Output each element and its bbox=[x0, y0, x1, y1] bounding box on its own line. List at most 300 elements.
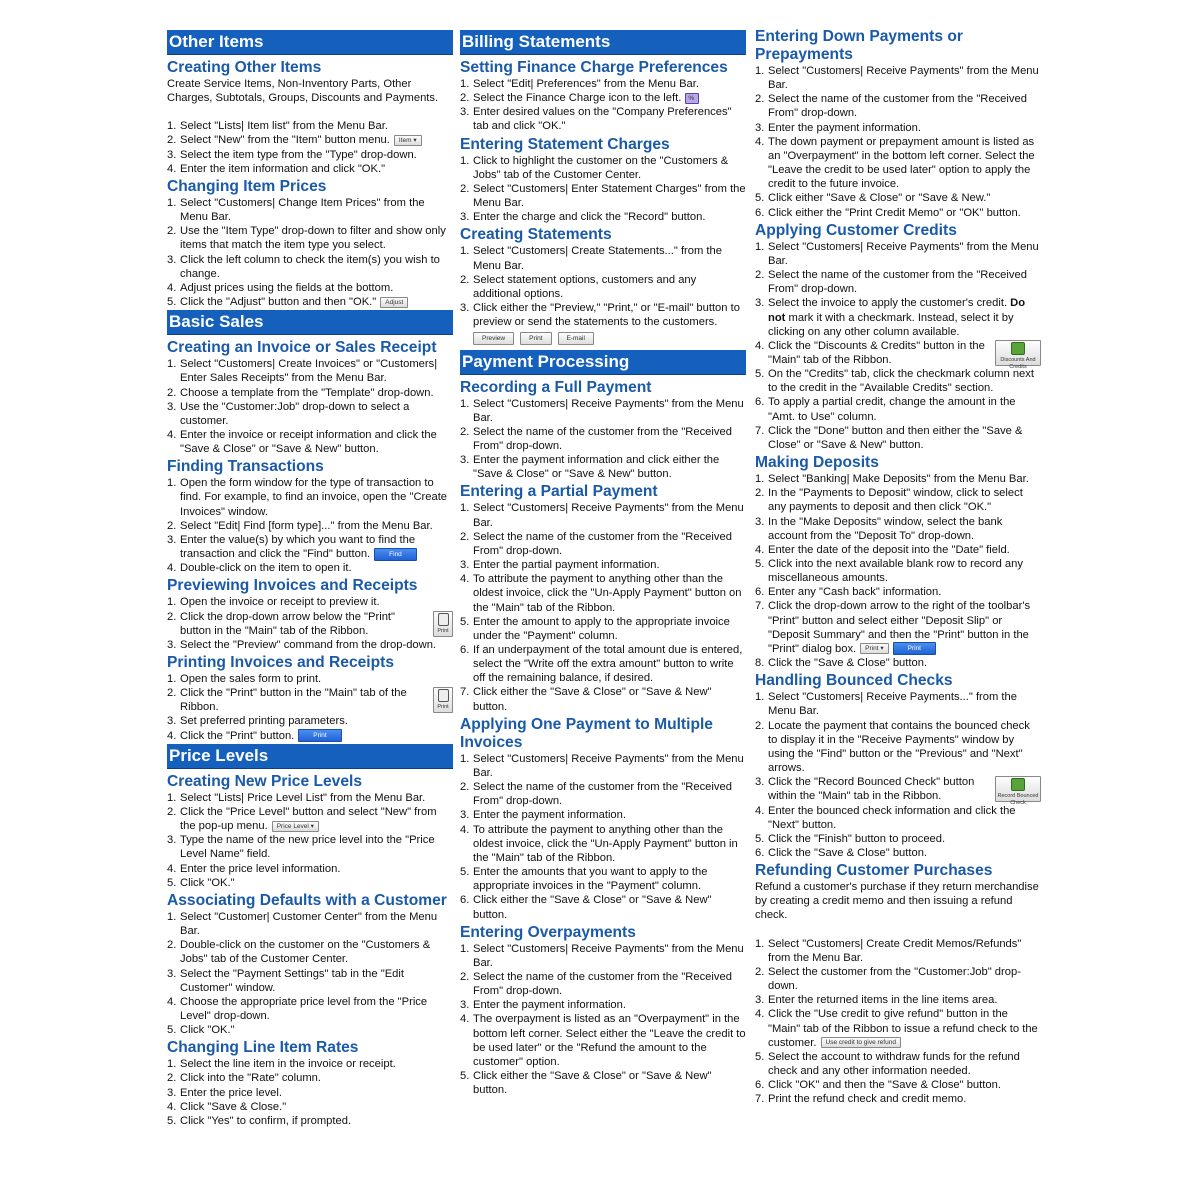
step-text: Select the name of the customer from the "Received From" drop-down. bbox=[768, 93, 1027, 120]
step-text: Enter the returned items in the line items area. bbox=[768, 994, 998, 1007]
step-text: Click the "Print" button in the "Main" tab of the Ribbon. bbox=[180, 687, 407, 714]
step-number: 4. bbox=[755, 543, 765, 556]
step-text: If an underpayment of the total amount due is entered, select the "Write off the extra amount" button to write off the remaining balance, if desired. bbox=[473, 644, 743, 685]
step-text: Click "Save & Close." bbox=[180, 1100, 287, 1113]
list-item bbox=[755, 1007, 1041, 1049]
list-item bbox=[167, 253, 453, 281]
use-credit-to-give-refund-button[interactable]: Use credit to give refund bbox=[821, 1037, 901, 1048]
step-number: 4. bbox=[460, 1013, 470, 1026]
step-number: 3. bbox=[460, 454, 470, 467]
subheading-associating-defaults-with-a-customer: Associating Defaults with a Customer bbox=[167, 891, 447, 909]
step-number: 3. bbox=[460, 559, 470, 572]
step-number: 5. bbox=[755, 368, 765, 381]
step-number: 3. bbox=[167, 533, 177, 546]
list-item bbox=[460, 942, 746, 970]
list-item bbox=[460, 501, 746, 529]
step-number: 4. bbox=[755, 135, 765, 148]
list-item bbox=[755, 296, 1041, 338]
step-text: Select "Customers| Enter Statement Charges" from the Menu Bar. bbox=[473, 182, 746, 210]
list-item bbox=[755, 543, 1041, 557]
step-number: 3. bbox=[460, 211, 470, 224]
step-text: Click either the "Preview," "Print," or "E-mail" button to preview or send the statements to the customers. bbox=[473, 302, 740, 329]
print-button[interactable]: Print bbox=[893, 642, 936, 655]
step-text: Select "Customers| Receive Payments" from the Menu Bar. bbox=[473, 502, 744, 529]
step-text: Enter the item information and click "OK." bbox=[180, 162, 386, 175]
step-number: 1. bbox=[167, 120, 177, 133]
step-text: Select "Customers| Change Item Prices" from the Menu Bar. bbox=[180, 196, 425, 224]
step-text: Enter the bounced check information and click the "Next" button. bbox=[768, 804, 1016, 831]
list-item bbox=[460, 808, 746, 822]
step-number: 1. bbox=[167, 1058, 177, 1071]
step-number: 4. bbox=[167, 162, 177, 175]
print-button[interactable]: Print bbox=[433, 611, 453, 637]
section-header-other-items: Other Items bbox=[167, 30, 453, 55]
step-text: Click the "Save & Close" button. bbox=[768, 657, 928, 670]
step-text: Double-click on the item to open it. bbox=[180, 562, 352, 575]
subheading-printing-invoices-and-receipts: Printing Invoices and Receipts bbox=[167, 654, 395, 671]
list-item bbox=[167, 400, 453, 428]
step-number: 4. bbox=[755, 1008, 765, 1021]
step-text: Choose a template from the "Template" drop-down. bbox=[180, 386, 434, 399]
step-text: Print the refund check and credit memo. bbox=[768, 1093, 967, 1106]
step-number: 8. bbox=[755, 657, 765, 670]
step-number: 5. bbox=[755, 1050, 765, 1063]
step-number: 2. bbox=[167, 687, 177, 700]
step-number: 4. bbox=[167, 862, 177, 875]
step-number: 3. bbox=[755, 297, 765, 310]
adjust-button[interactable]: Adjust bbox=[380, 297, 408, 308]
steps-list bbox=[755, 64, 1041, 220]
steps-list bbox=[460, 501, 746, 713]
list-item bbox=[167, 428, 453, 456]
step-number: 1. bbox=[167, 791, 177, 804]
step-number: 2. bbox=[755, 487, 765, 500]
list-item bbox=[755, 367, 1041, 395]
step-number: 1. bbox=[755, 65, 765, 77]
list-item bbox=[167, 1100, 453, 1114]
step-number: 6. bbox=[460, 894, 470, 907]
step-text: Select "Customer| Customer Center" from the Menu Bar. bbox=[180, 910, 438, 938]
list-item bbox=[167, 672, 453, 686]
step-number: 3. bbox=[460, 999, 470, 1012]
step-number: 3. bbox=[460, 106, 470, 119]
list-item bbox=[460, 301, 746, 329]
list-item bbox=[167, 686, 453, 714]
subheading-handling-bounced-checks: Handling Bounced Checks bbox=[755, 672, 953, 690]
subheading-refunding-customer-purchases: Refunding Customer Purchases bbox=[755, 862, 993, 880]
list-item bbox=[755, 121, 1041, 135]
step-text: Enter the partial payment information. bbox=[473, 559, 660, 572]
steps-list bbox=[167, 119, 453, 176]
list-item bbox=[755, 339, 1041, 370]
list-item bbox=[755, 191, 1041, 205]
step-text: Select statement options, customers and any additional options. bbox=[473, 273, 697, 300]
step-number: 3. bbox=[167, 1086, 177, 1099]
list-item bbox=[460, 530, 746, 558]
e-mail-button[interactable]: E-mail bbox=[558, 332, 594, 345]
list-item bbox=[755, 424, 1041, 452]
step-number: 2. bbox=[460, 273, 470, 286]
record-bounced-check-button[interactable]: Record Bounced Check bbox=[995, 776, 1041, 802]
step-number: 7. bbox=[755, 600, 765, 613]
list-item bbox=[755, 1092, 1041, 1106]
step-text: Select the name of the customer from the "Received From" drop-down. bbox=[473, 425, 732, 452]
steps-list bbox=[167, 910, 453, 1037]
preview-button[interactable]: Preview bbox=[473, 332, 514, 345]
step-text: Click either the "Save & Close" or "Save & New" button. bbox=[473, 894, 712, 921]
-button[interactable]: % bbox=[685, 93, 699, 104]
step-text: Select "Customers| Create Invoices" or "Customers| Enter Sales Receipts" from the Menu Bar. bbox=[180, 358, 438, 385]
step-number: 2. bbox=[167, 805, 177, 818]
list-item bbox=[755, 515, 1041, 543]
step-text: Select "Customers| Receive Payments" from the Menu Bar. bbox=[473, 397, 744, 424]
step-number: 3. bbox=[167, 400, 177, 413]
list-item bbox=[167, 162, 453, 176]
step-text: Click the "Price Level" button and select "New" from the pop-up menu. bbox=[180, 805, 437, 833]
price-level-button[interactable]: Price Level ▾ bbox=[272, 821, 319, 832]
list-item bbox=[755, 240, 1041, 268]
list-item bbox=[755, 719, 1041, 776]
step-text: Select "Customers| Create Statements..." from the Menu Bar. bbox=[473, 245, 722, 272]
step-number: 2. bbox=[167, 134, 177, 147]
step-number: 4. bbox=[167, 729, 177, 742]
list-item bbox=[755, 804, 1041, 832]
steps-list bbox=[460, 397, 746, 482]
print-button[interactable]: Print bbox=[433, 687, 453, 713]
item-button[interactable]: Item ▾ bbox=[394, 135, 422, 146]
step-number: 6. bbox=[755, 846, 765, 859]
list-item bbox=[167, 119, 453, 133]
step-text: Enter any "Cash back" information. bbox=[768, 586, 942, 599]
step-text: Click the left column to check the item(s) you wish to change. bbox=[180, 253, 440, 280]
step-number: 5. bbox=[167, 296, 177, 309]
step-text: Click the "Adjust" button and then "OK." bbox=[180, 296, 377, 309]
step-text: Select "Lists| Price Level List" from the Menu Bar. bbox=[180, 791, 426, 804]
step-number: 1. bbox=[460, 245, 470, 258]
step-text: Click the drop-down arrow to the right of the toolbar's "Print" button and select either "Deposit Slip" or "Deposit Summary" and then the "Print" button in the "Print" dialog box. bbox=[768, 600, 1031, 655]
step-number: 1. bbox=[167, 358, 177, 371]
subheading-creating-statements: Creating Statements bbox=[460, 226, 612, 244]
step-number: 4. bbox=[167, 995, 177, 1008]
list-item bbox=[167, 910, 453, 938]
step-text: Select the item type from the "Type" drop-down. bbox=[180, 148, 417, 161]
list-item bbox=[167, 1114, 453, 1128]
step-number: 2. bbox=[460, 182, 470, 195]
list-item bbox=[755, 206, 1041, 220]
step-number: 4. bbox=[460, 573, 470, 586]
step-number: 1. bbox=[167, 910, 177, 923]
step-text: Click the "Use credit to give refund" button in the "Main" tab of the Ribbon to issue a refund check to the customer. bbox=[768, 1008, 1038, 1049]
subheading-entering-statement-charges: Entering Statement Charges bbox=[460, 135, 670, 153]
list-item bbox=[755, 993, 1041, 1007]
steps-list bbox=[755, 937, 1041, 1107]
step-text: Adjust prices using the fields at the bottom. bbox=[180, 281, 394, 294]
step-number: 5. bbox=[755, 832, 765, 845]
step-text: Locate the payment that contains the bounced check to display it in the "Receive Payments" window by using the "Find" button or the "Previous" and "Next" arrows. bbox=[768, 719, 1030, 775]
step-number: 1. bbox=[460, 154, 470, 167]
step-text: Click "OK." bbox=[180, 1024, 235, 1037]
list-item bbox=[167, 561, 453, 575]
step-text: To attribute the payment to anything other than the oldest invoice, click the "Un-Apply Payment" button in the "Main" tab of the Ribbon. bbox=[473, 823, 738, 864]
spacer bbox=[755, 923, 1041, 937]
subheading-changing-item-prices: Changing Item Prices bbox=[167, 177, 327, 195]
list-item bbox=[167, 148, 453, 162]
step-number: 5. bbox=[167, 1024, 177, 1037]
step-text: Use the "Item Type" drop-down to filter and show only items that match the item type you select. bbox=[180, 225, 446, 252]
list-item bbox=[460, 1069, 746, 1097]
list-item bbox=[755, 64, 1041, 92]
list-item bbox=[167, 386, 453, 400]
list-item bbox=[460, 182, 746, 210]
step-text: Set preferred printing parameters. bbox=[180, 715, 348, 728]
list-item bbox=[167, 295, 453, 309]
steps-list bbox=[460, 154, 746, 225]
list-item bbox=[460, 615, 746, 643]
list-item bbox=[460, 154, 746, 182]
list-item bbox=[460, 425, 746, 453]
list-item bbox=[460, 893, 746, 921]
list-item bbox=[167, 638, 453, 652]
step-number: 2. bbox=[460, 425, 470, 438]
step-text: Click the "Finish" button to proceed. bbox=[768, 832, 946, 845]
emphasis-text: Do not bbox=[768, 297, 1026, 324]
step-number: 1. bbox=[755, 937, 765, 950]
section-header-billing-statements: Billing Statements bbox=[460, 30, 746, 55]
list-item bbox=[460, 244, 746, 272]
subheading-creating-an-invoice-or-sales-receipt: Creating an Invoice or Sales Receipt bbox=[167, 339, 437, 357]
step-text: Select the "Preview" command from the drop-down. bbox=[180, 638, 437, 651]
list-item bbox=[755, 775, 1041, 807]
step-text: Select "Customers| Receive Payments" from the Menu Bar. bbox=[473, 942, 744, 969]
step-text: Enter the charge and click the "Record" button. bbox=[473, 211, 706, 224]
step-text: Enter the date of the deposit into the "Date" field. bbox=[768, 543, 1010, 556]
step-text: Select the "Payment Settings" tab in the "Edit Customer" window. bbox=[180, 967, 404, 994]
step-number: 2. bbox=[167, 939, 177, 952]
subheading-applying-one-payment-to-multiple-invoices: Applying One Payment to Multiple Invoices bbox=[460, 715, 713, 751]
steps-list bbox=[460, 244, 746, 329]
subheading-entering-a-partial-payment: Entering a Partial Payment bbox=[460, 483, 658, 501]
step-text: On the "Credits" tab, click the checkmark column next to the credit in the "Available Credits" section. bbox=[768, 368, 1034, 395]
step-number: 1. bbox=[460, 397, 470, 410]
step-text: Enter the payment information. bbox=[473, 809, 626, 822]
subheading-applying-customer-credits: Applying Customer Credits bbox=[755, 221, 957, 239]
step-number: 3. bbox=[755, 994, 765, 1007]
subheading-creating-other-items: Creating Other Items bbox=[167, 59, 322, 76]
list-item bbox=[167, 595, 453, 609]
step-text: Select "Customers| Create Credit Memos/Refunds" from the Menu Bar. bbox=[768, 937, 1022, 964]
list-item bbox=[167, 610, 453, 638]
step-text: In the "Make Deposits" window, select the bank account from the "Deposit To" drop-down. bbox=[768, 515, 1003, 542]
steps-list bbox=[167, 357, 453, 456]
step-number: 3. bbox=[167, 253, 177, 266]
list-item bbox=[460, 780, 746, 808]
steps-list bbox=[460, 752, 746, 922]
list-item bbox=[167, 133, 453, 147]
step-number: 2. bbox=[167, 519, 177, 532]
step-text: Select "Banking| Make Deposits" from the Menu Bar. bbox=[768, 473, 1029, 486]
steps-list bbox=[167, 196, 453, 309]
step-number: 2. bbox=[755, 93, 765, 106]
step-number: 4. bbox=[167, 428, 177, 441]
list-item bbox=[167, 196, 453, 224]
step-number: 3. bbox=[167, 715, 177, 728]
list-item bbox=[460, 752, 746, 780]
steps-list bbox=[460, 942, 746, 1098]
step-text: Click the "Save & Close" button. bbox=[768, 846, 928, 859]
step-number: 2. bbox=[755, 269, 765, 282]
step-text: Select "Lists| Item list" from the Menu Bar. bbox=[180, 120, 388, 133]
description-text: Create Service Items, Non-Inventory Parts, Other Charges, Subtotals, Groups, Discounts and Payments. bbox=[167, 78, 439, 105]
list-item bbox=[460, 685, 746, 713]
steps-list bbox=[167, 791, 453, 890]
step-text: Enter the invoice or receipt information and click the "Save & Close" or "Save & New" button. bbox=[180, 428, 437, 456]
step-text: Select "Customers| Receive Payments" from the Menu Bar. bbox=[768, 65, 1039, 92]
step-number: 7. bbox=[755, 424, 765, 437]
step-text: Click the "Record Bounced Check" button within the "Main" tab in the Ribbon. bbox=[768, 776, 975, 803]
step-text: Click to highlight the customer on the "Customers & Jobs" tab of the Customer Center. bbox=[473, 154, 729, 181]
list-item bbox=[460, 210, 746, 224]
step-text: Open the sales form to print. bbox=[180, 673, 322, 685]
step-text: Click either the "Save & Close" or "Save & New" button. bbox=[473, 686, 712, 713]
list-item bbox=[167, 224, 453, 252]
step-number: 1. bbox=[167, 673, 177, 685]
step-text: Select the name of the customer from the "Received From" drop-down. bbox=[768, 269, 1027, 296]
list-item bbox=[460, 970, 746, 998]
spacer bbox=[167, 105, 453, 119]
list-item bbox=[167, 714, 453, 728]
step-text: Select "New" from the "Item" button menu. bbox=[180, 134, 390, 147]
step-text: Select the invoice to apply the customer's credit. bbox=[768, 297, 1011, 310]
step-text: Select the Finance Charge icon to the left. bbox=[473, 92, 682, 105]
steps-list bbox=[755, 240, 1041, 452]
step-number: 2. bbox=[460, 970, 470, 983]
step-number: 1. bbox=[755, 691, 765, 704]
step-text: Double-click on the customer on the "Customers & Jobs" tab of the Customer Center. bbox=[180, 939, 431, 966]
step-text: Click the "Done" button and then either the "Save & Close" or "Save & New" button. bbox=[768, 424, 1023, 451]
discounts-and-credits-button[interactable]: Discounts And Credits bbox=[995, 340, 1041, 366]
step-text: To apply a partial credit, change the amount in the "Amt. to Use" column. bbox=[768, 396, 1016, 423]
list-item bbox=[460, 572, 746, 614]
section-header-payment-processing: Payment Processing bbox=[460, 350, 746, 375]
step-text: Choose the appropriate price level from the "Price Level" drop-down. bbox=[180, 995, 428, 1022]
list-item bbox=[755, 395, 1041, 423]
steps-list bbox=[167, 476, 453, 575]
step-text: Enter the payment information. bbox=[473, 999, 626, 1012]
step-number: 6. bbox=[755, 1079, 765, 1092]
step-text: Select "Customers| Receive Payments" from the Menu Bar. bbox=[473, 752, 744, 779]
step-number: 5. bbox=[167, 1114, 177, 1127]
steps-list bbox=[167, 1057, 453, 1128]
subheading-previewing-invoices-and-receipts: Previewing Invoices and Receipts bbox=[167, 577, 418, 595]
step-number: 1. bbox=[167, 596, 177, 609]
step-text: Select the name of the customer from the "Received From" drop-down. bbox=[473, 781, 732, 808]
step-text: Type the name of the new price level into the "Price Level Name" field. bbox=[180, 834, 435, 861]
step-number: 3. bbox=[167, 148, 177, 161]
list-item bbox=[460, 273, 746, 301]
list-item bbox=[167, 967, 453, 995]
list-item bbox=[755, 690, 1041, 718]
step-text: Enter the price level information. bbox=[180, 862, 341, 875]
step-number: 2. bbox=[167, 225, 177, 238]
step-text: Enter the value(s) by which you want to find the transaction and click the "Find" button. bbox=[180, 533, 416, 561]
step-number: 6. bbox=[755, 396, 765, 409]
subheading-entering-down-payments-or-prepayments: Entering Down Payments or Prepayments bbox=[755, 28, 963, 63]
print-button[interactable]: Print ▾ bbox=[860, 643, 888, 654]
list-item bbox=[755, 846, 1041, 860]
find-button[interactable]: Find bbox=[374, 548, 417, 561]
step-text: Click either "Save & Close" or "Save & New." bbox=[768, 192, 991, 205]
list-item bbox=[755, 1050, 1041, 1078]
button-row bbox=[473, 331, 746, 345]
steps-list bbox=[460, 77, 746, 134]
step-number: 3. bbox=[755, 121, 765, 134]
step-text: Open the form window for the type of transaction to find. For example, to find an invoice, open the "Create Invoices" window. bbox=[180, 477, 448, 518]
list-item bbox=[460, 105, 746, 133]
step-number: 3. bbox=[167, 638, 177, 651]
step-text: Enter the amount to apply to the appropriate invoice under the "Payment" column. bbox=[473, 615, 730, 642]
step-text: Enter the price level. bbox=[180, 1086, 282, 1099]
list-item bbox=[167, 533, 453, 561]
step-text: Click "OK." bbox=[180, 876, 235, 889]
step-text: Open the invoice or receipt to preview it. bbox=[180, 596, 380, 609]
steps-list bbox=[167, 672, 453, 743]
step-number: 2. bbox=[460, 781, 470, 794]
step-number: 4. bbox=[167, 281, 177, 294]
step-number: 7. bbox=[460, 686, 470, 699]
step-number: 1. bbox=[755, 473, 765, 486]
step-text: Select "Customers| Receive Payments" from the Menu Bar. bbox=[768, 240, 1039, 267]
step-text: The down payment or prepayment amount is listed as an "Overpayment" in the bottom left corner. Select the "Leave the credit to be used later" option to apply the credit to the future invoice. bbox=[768, 135, 1035, 191]
column-middle bbox=[460, 29, 746, 1097]
list-item bbox=[460, 558, 746, 572]
step-text: Enter the payment information. bbox=[768, 121, 921, 134]
step-number: 3. bbox=[460, 809, 470, 822]
step-text: Select the account to withdraw funds for the refund check and any other information needed. bbox=[768, 1050, 1020, 1077]
step-number: 2. bbox=[460, 92, 470, 105]
list-item bbox=[167, 805, 453, 833]
list-item bbox=[460, 823, 746, 865]
step-text: Click into the "Rate" column. bbox=[180, 1072, 322, 1085]
list-item bbox=[167, 476, 453, 518]
step-number: 3. bbox=[460, 302, 470, 315]
list-item bbox=[755, 937, 1041, 965]
list-item bbox=[755, 599, 1041, 656]
list-item bbox=[460, 453, 746, 481]
print-button[interactable]: Print bbox=[520, 332, 551, 345]
print-button[interactable]: Print bbox=[298, 729, 341, 742]
list-item bbox=[755, 472, 1041, 486]
list-item bbox=[167, 833, 453, 861]
step-number: 1. bbox=[460, 752, 470, 765]
subheading-creating-new-price-levels: Creating New Price Levels bbox=[167, 772, 363, 790]
step-number: 5. bbox=[460, 1070, 470, 1083]
step-text: Click either the "Print Credit Memo" or "OK" button. bbox=[768, 206, 1021, 219]
step-number: 2. bbox=[755, 719, 765, 732]
step-number: 3. bbox=[755, 776, 765, 789]
list-item bbox=[167, 862, 453, 876]
step-number: 3. bbox=[167, 967, 177, 980]
step-number: 4. bbox=[167, 562, 177, 575]
step-text: Click the "Print" button. bbox=[180, 729, 295, 742]
step-number: 1. bbox=[167, 196, 177, 209]
subheading-setting-finance-charge-preferences: Setting Finance Charge Preferences bbox=[460, 59, 728, 76]
step-text: Select "Customers| Receive Payments..." from the Menu Bar. bbox=[768, 691, 1017, 718]
column-left bbox=[167, 29, 453, 1128]
step-text: Select "Edit| Preferences" from the Menu Bar. bbox=[473, 78, 699, 90]
list-item bbox=[167, 791, 453, 805]
list-item bbox=[460, 998, 746, 1012]
step-number: 1. bbox=[460, 502, 470, 515]
